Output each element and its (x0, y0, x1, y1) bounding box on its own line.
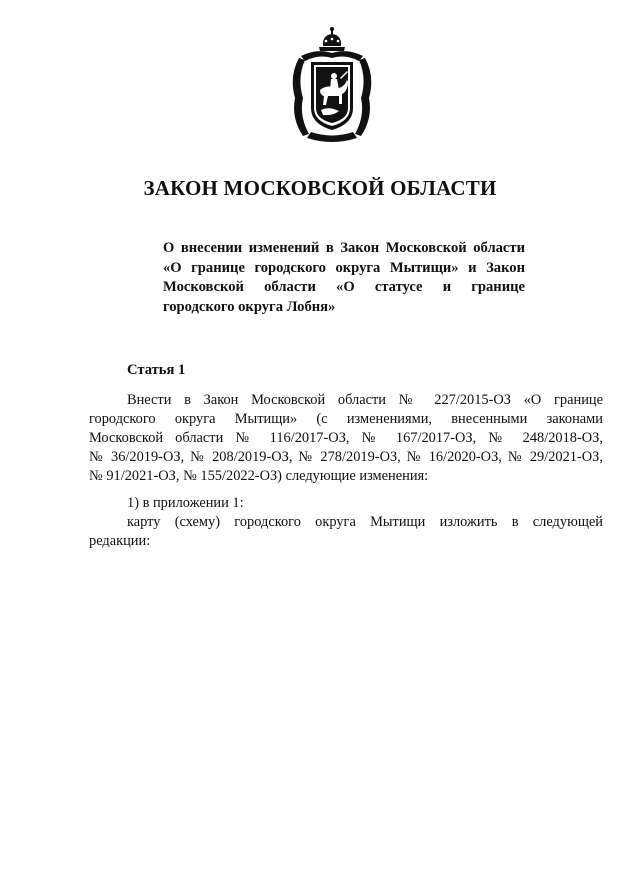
subject-line: городского округа Лобня» (163, 298, 336, 315)
paragraph-line: 1) в приложении 1: (127, 495, 244, 511)
article-paragraph-2 (89, 494, 603, 551)
subject-line: «О границе городского округа Мытищи» и Закон (163, 259, 525, 276)
paragraph-line: № 91/2021-ОЗ, № 155/2022-ОЗ) следующие изменения: (89, 468, 429, 484)
subject-line: Московской области «О статусе и границе (163, 279, 525, 295)
paragraph-line: Московской области № 116/2017-ОЗ, № 167/2017-ОЗ, № 248/2018-ОЗ, (89, 430, 603, 446)
paragraph-line: № 36/2019-ОЗ, № 208/2019-ОЗ, № 278/2019-ОЗ, № 16/2020-ОЗ, № 29/2021-ОЗ, (89, 449, 603, 465)
paragraph-line: редакции: (89, 533, 151, 549)
coat-of-arms-emblem (287, 26, 377, 144)
article-paragraph-1 (89, 391, 603, 486)
law-subject-heading (163, 239, 525, 317)
paragraph-line: Внести в Закон Московской области № 227/2015-ОЗ «О границе (127, 392, 603, 408)
paragraph-line: карту (схему) городского округа Мытищи изложить в следующей (127, 514, 603, 530)
document-title: ЗАКОН МОСКОВСКОЙ ОБЛАСТИ (143, 176, 497, 200)
crown-icon (319, 27, 345, 51)
article-heading: Статья 1 (127, 362, 186, 378)
paragraph-line: городского округа Мытищи» (с изменениями, внесенными законами (89, 411, 603, 427)
subject-line: О внесении изменений в Закон Московской области (163, 240, 525, 256)
